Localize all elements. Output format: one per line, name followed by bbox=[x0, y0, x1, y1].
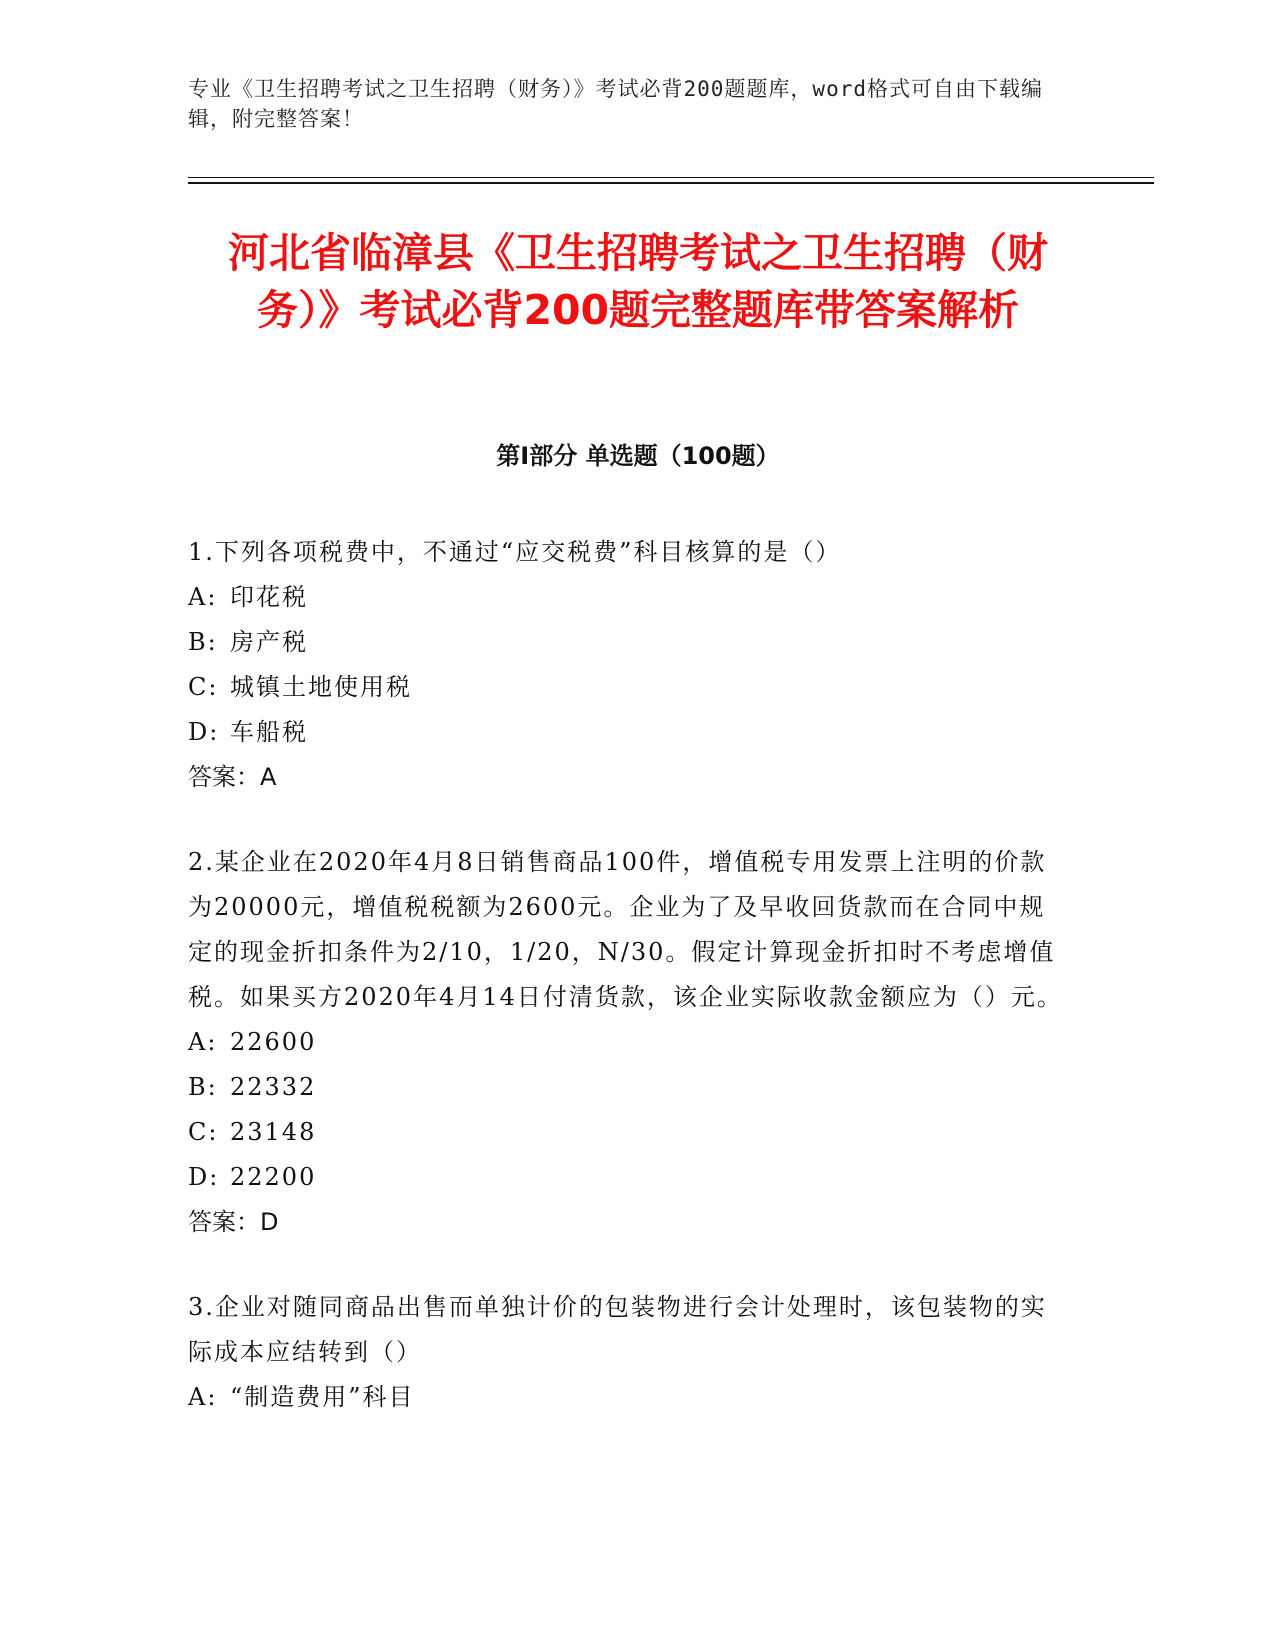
option-letter: B: bbox=[188, 628, 218, 656]
answer-label: 答案：D bbox=[188, 1208, 279, 1236]
option-text: “制造费用”科目 bbox=[230, 1383, 415, 1411]
option-letter: D: bbox=[188, 1163, 220, 1191]
option-letter: A: bbox=[188, 583, 218, 611]
header-divider-thick bbox=[188, 182, 1154, 184]
question-list bbox=[188, 530, 1068, 1460]
option-b bbox=[188, 620, 1068, 665]
option-text: 印花税 bbox=[230, 583, 308, 611]
question-stem: 2.某企业在2020年4月8日销售商品100件，增值税专用发票上注明的价款为20000元，增值税税额为2600元。企业为了及早收回货款而在合同中规定的现金折扣条件为2/10，1/20，N/30。假定计算现金折扣时不考虑增值税。如果买方2020年4月14日付清货款，该企业实际收款金额应为（）元。 bbox=[188, 848, 1063, 1011]
header-note: 专业《卫生招聘考试之卫生招聘（财务）》考试必背200题题库，word格式可自由下载编辑，附完整答案！ bbox=[188, 77, 1043, 131]
section-title: 第Ⅰ部分 单选题（100题） bbox=[496, 442, 780, 470]
option-a bbox=[188, 575, 1068, 620]
option-letter: C: bbox=[188, 673, 219, 701]
question-3 bbox=[188, 1285, 1068, 1420]
option-c bbox=[188, 665, 1068, 710]
option-letter: A: bbox=[188, 1383, 218, 1411]
option-text: 22600 bbox=[230, 1028, 317, 1056]
option-letter: B: bbox=[188, 1073, 218, 1101]
option-a bbox=[188, 1020, 1068, 1065]
option-text: 城镇土地使用税 bbox=[230, 673, 412, 701]
option-letter: D: bbox=[188, 718, 220, 746]
option-c bbox=[188, 1110, 1068, 1155]
option-a bbox=[188, 1375, 1068, 1420]
option-text: 22332 bbox=[230, 1073, 317, 1101]
option-letter: C: bbox=[188, 1118, 219, 1146]
option-text: 22200 bbox=[230, 1163, 317, 1191]
document-title: 河北省临漳县《卫生招聘考试之卫生招聘（财务）》考试必背200题完整题库带答案解析 bbox=[228, 229, 1048, 334]
question-1 bbox=[188, 530, 1068, 800]
question-stem: 3.企业对随同商品出售而单独计价的包装物进行会计处理时，该包装物的实际成本应结转到（） bbox=[188, 1293, 1047, 1366]
option-d bbox=[188, 1155, 1068, 1200]
question-2 bbox=[188, 840, 1068, 1245]
option-letter: A: bbox=[188, 1028, 218, 1056]
option-text: 车船税 bbox=[230, 718, 308, 746]
option-text: 房产税 bbox=[230, 628, 308, 656]
option-d bbox=[188, 710, 1068, 755]
header-divider-thin bbox=[188, 177, 1154, 178]
answer-label: 答案：A bbox=[188, 763, 277, 791]
option-b bbox=[188, 1065, 1068, 1110]
option-text: 23148 bbox=[230, 1118, 317, 1146]
question-stem: 1.下列各项税费中，不通过“应交税费”科目核算的是（） bbox=[188, 538, 842, 566]
